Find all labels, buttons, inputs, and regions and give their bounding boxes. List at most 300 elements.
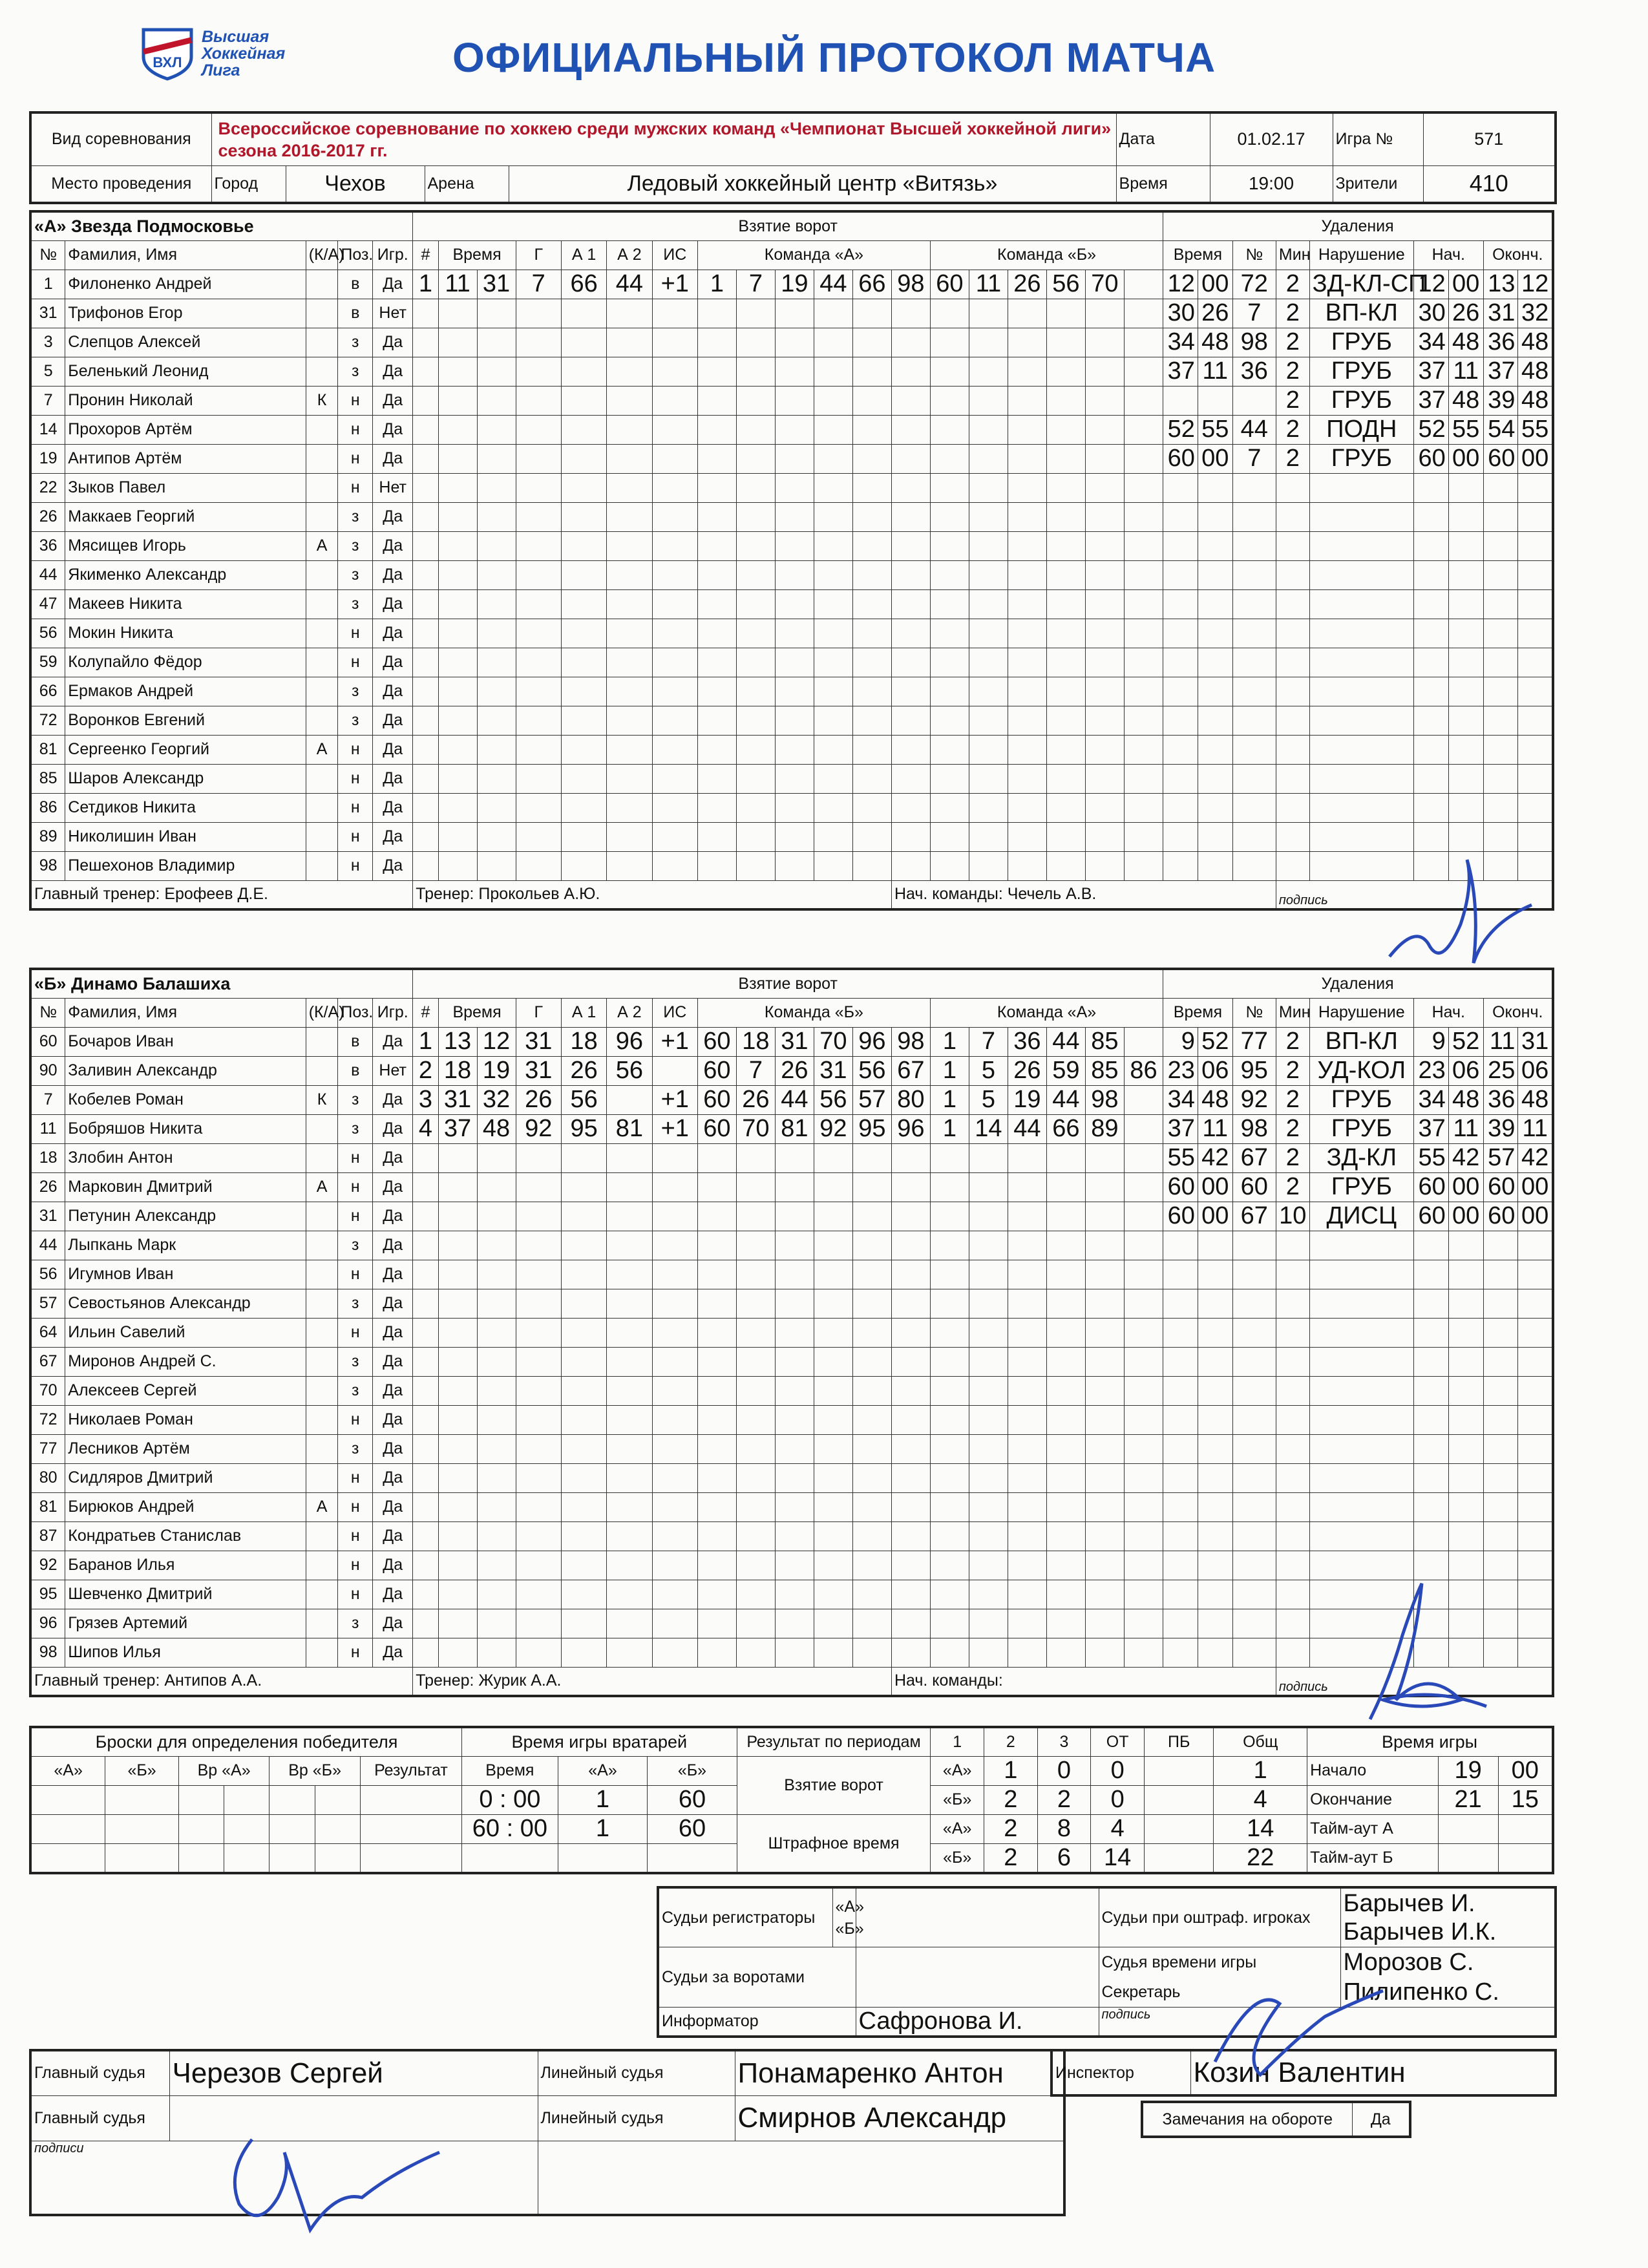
- goal-empty: [697, 415, 736, 444]
- pen-empty: [1309, 1260, 1413, 1289]
- pen-mm: 60: [1163, 1202, 1198, 1231]
- pen-empty: [1163, 473, 1198, 502]
- goal-empty: [852, 386, 891, 415]
- pen-empty: [1198, 648, 1232, 677]
- player-pos: н: [338, 386, 373, 415]
- player-played: Да: [373, 706, 413, 735]
- goal-empty: [607, 677, 652, 706]
- goal-empty: [891, 735, 930, 764]
- so-a-header: «А»: [30, 1756, 105, 1785]
- pen-minutes: 2: [1276, 328, 1309, 357]
- pen-empty: [1232, 473, 1276, 502]
- goal-empty: [969, 1289, 1008, 1318]
- player-number: 81: [30, 735, 65, 764]
- goal-empty: [652, 677, 697, 706]
- signature-mark-4: [213, 2114, 459, 2243]
- goal-empty: [969, 735, 1008, 764]
- goal-empty: [969, 851, 1008, 880]
- pen-empty: [1276, 735, 1309, 764]
- goal-empty: [561, 415, 606, 444]
- goal-empty: [1046, 502, 1085, 531]
- player-pos: н: [338, 822, 373, 851]
- goal-empty: [775, 473, 814, 502]
- goal-empty: [1085, 764, 1124, 793]
- pen-start-ss: 55: [1448, 415, 1483, 444]
- player-name: Мясищев Игорь: [65, 531, 306, 560]
- goal-empty: [775, 386, 814, 415]
- goal-empty: [652, 502, 697, 531]
- goal-onice-second: 60: [930, 270, 969, 299]
- goal-empty: [413, 1405, 438, 1434]
- pen-empty: [1518, 648, 1553, 677]
- pen-empty: [1448, 1347, 1483, 1376]
- goal-empty: [697, 1638, 736, 1667]
- pen-mm: 55: [1163, 1143, 1198, 1172]
- pen-empty: [1276, 589, 1309, 619]
- player-played: Да: [373, 1172, 413, 1202]
- goal-empty: [814, 357, 852, 386]
- goal-onice-second: 44: [1008, 1114, 1046, 1143]
- goal-empty: [1085, 1405, 1124, 1434]
- goal-empty: [477, 444, 516, 473]
- goal-empty: [775, 1318, 814, 1347]
- goal-empty: [969, 589, 1008, 619]
- player-pos: н: [338, 1492, 373, 1521]
- pen-empty: [1276, 793, 1309, 822]
- ot-header: ОТ: [1091, 1727, 1145, 1756]
- goal-empty: [891, 793, 930, 822]
- pen-start-mm: 37: [1414, 386, 1449, 415]
- goal-empty: [607, 531, 652, 560]
- goal-empty: [775, 1143, 814, 1172]
- goal-empty: [1008, 531, 1046, 560]
- player-ka: [306, 357, 338, 386]
- pen-mm: 34: [1163, 1085, 1198, 1114]
- goal-empty: [1008, 1260, 1046, 1289]
- pen-end-ss: 00: [1518, 1172, 1553, 1202]
- goal-empty: [1124, 706, 1163, 735]
- pen-empty: [1483, 619, 1518, 648]
- goal-empty: [736, 473, 775, 502]
- goal-empty: [1124, 1492, 1163, 1521]
- pen-player: 95: [1232, 1056, 1276, 1085]
- timekeeper-secretary: Морозов С. Пилипенко С.: [1340, 1947, 1556, 2007]
- header-name: Фамилия, Имя: [65, 998, 306, 1027]
- goal-empty: [652, 444, 697, 473]
- goal-empty: [438, 1434, 477, 1463]
- player-played: Да: [373, 386, 413, 415]
- pen-empty: [1198, 473, 1232, 502]
- header-a2: А 2: [607, 998, 652, 1027]
- player-name: Якименко Александр: [65, 560, 306, 589]
- pim-b-p3: 14: [1091, 1843, 1145, 1873]
- goal-empty: [477, 1172, 516, 1202]
- goal-empty: [775, 764, 814, 793]
- goal-empty: [775, 793, 814, 822]
- start-label: Начало: [1307, 1756, 1439, 1785]
- pen-empty: [1198, 1318, 1232, 1347]
- pen-empty: [1483, 531, 1518, 560]
- goal-empty: [607, 1492, 652, 1521]
- goal-empty: [1046, 648, 1085, 677]
- goal-empty: [969, 648, 1008, 677]
- header-pen-min: Мин: [1276, 998, 1309, 1027]
- pen-empty: [1163, 1231, 1198, 1260]
- goal-empty: [1124, 1434, 1163, 1463]
- header-g: Г: [516, 240, 561, 270]
- goal-empty: [438, 560, 477, 589]
- goal-empty: [969, 1172, 1008, 1202]
- pen-empty: [1483, 1521, 1518, 1551]
- pim-a-p2: 8: [1037, 1814, 1091, 1843]
- goal-empty: [969, 1143, 1008, 1172]
- goal-empty: [561, 706, 606, 735]
- pen-start-ss: 11: [1448, 1114, 1483, 1143]
- player-number: 14: [30, 415, 65, 444]
- goal-empty: [775, 822, 814, 851]
- goal-empty: [1046, 1318, 1085, 1347]
- player-name: Кобелев Роман: [65, 1085, 306, 1114]
- player-row: [30, 1376, 1553, 1405]
- pen-minutes: 2: [1276, 1172, 1309, 1202]
- ref1-label: Главный судья: [30, 2050, 169, 2095]
- pen-empty: [1309, 735, 1413, 764]
- goal-empty: [1085, 1609, 1124, 1638]
- player-played: Да: [373, 1085, 413, 1114]
- goal-empty: [814, 735, 852, 764]
- goal-empty: [1008, 677, 1046, 706]
- player-played: Да: [373, 357, 413, 386]
- goals-b-p2: 2: [1037, 1785, 1091, 1814]
- player-played: Да: [373, 1114, 413, 1143]
- player-name: Николишин Иван: [65, 822, 306, 851]
- player-played: Нет: [373, 473, 413, 502]
- player-played: Да: [373, 793, 413, 822]
- goal-empty: [852, 851, 891, 880]
- goal-g: 7: [516, 270, 561, 299]
- player-row: [30, 1172, 1553, 1202]
- player-number: 80: [30, 1463, 65, 1492]
- goal-empty: [652, 1434, 697, 1463]
- goal-empty: [930, 1580, 969, 1609]
- pen-player: 36: [1232, 357, 1276, 386]
- goal-empty: [775, 589, 814, 619]
- player-name: Бирюков Андрей: [65, 1492, 306, 1521]
- goal-empty: [736, 328, 775, 357]
- pen-empty: [1414, 531, 1449, 560]
- goal-empty: [438, 415, 477, 444]
- goal-empty: [561, 822, 606, 851]
- goal-empty: [1124, 677, 1163, 706]
- pen-empty: [1232, 706, 1276, 735]
- goal-empty: [438, 735, 477, 764]
- goal-empty: [607, 1463, 652, 1492]
- goal-empty: [607, 706, 652, 735]
- goal-empty: [1046, 444, 1085, 473]
- goal-empty: [1124, 1143, 1163, 1172]
- goal-empty: [697, 1609, 736, 1638]
- player-number: 81: [30, 1492, 65, 1521]
- pen-empty: [1518, 706, 1553, 735]
- goal-no: 2: [413, 1056, 438, 1085]
- player-ka: [306, 851, 338, 880]
- pen-start-ss: 26: [1448, 299, 1483, 328]
- player-number: 26: [30, 1172, 65, 1202]
- game-label: Игра №: [1333, 112, 1423, 165]
- goal-empty: [969, 1609, 1008, 1638]
- player-row: [30, 531, 1553, 560]
- pen-empty: [1483, 1405, 1518, 1434]
- player-played: Да: [373, 1027, 413, 1056]
- player-name: Бобряшов Никита: [65, 1114, 306, 1143]
- pen-empty: [1198, 851, 1232, 880]
- goal-empty: [736, 444, 775, 473]
- goal-a2: 44: [607, 270, 652, 299]
- goal-empty: [1085, 1231, 1124, 1260]
- goal-empty: [814, 619, 852, 648]
- goal-empty: [1046, 1492, 1085, 1521]
- player-number: 92: [30, 1551, 65, 1580]
- pen-empty: [1414, 677, 1449, 706]
- pen-empty: [1448, 531, 1483, 560]
- goal-empty: [1046, 1347, 1085, 1376]
- goal-empty: [1124, 619, 1163, 648]
- goal-empty: [775, 619, 814, 648]
- goal-empty: [438, 357, 477, 386]
- goal-empty: [477, 648, 516, 677]
- goal-empty: [413, 764, 438, 793]
- goal-empty: [697, 822, 736, 851]
- goal-empty: [1008, 1492, 1046, 1521]
- goal-empty: [969, 619, 1008, 648]
- goal-onice-second: [1124, 1114, 1163, 1143]
- pen-empty: [1232, 1405, 1276, 1434]
- pen-ss: [1198, 386, 1232, 415]
- goal-onice-first: 1: [697, 270, 736, 299]
- pen-violation: ГРУБ: [1309, 1114, 1413, 1143]
- pen-empty: [1483, 735, 1518, 764]
- pen-ss: 48: [1198, 1085, 1232, 1114]
- player-name: Алексеев Сергей: [65, 1376, 306, 1405]
- goal-empty: [1124, 1609, 1163, 1638]
- goal-empty: [607, 1143, 652, 1172]
- pen-minutes: 2: [1276, 357, 1309, 386]
- player-ka: [306, 415, 338, 444]
- goal-empty: [413, 589, 438, 619]
- city-value: Чехов: [286, 165, 425, 203]
- goal-empty: [852, 1202, 891, 1231]
- header-ka: (К/А): [306, 240, 338, 270]
- player-played: Да: [373, 1347, 413, 1376]
- pen-start-mm: 30: [1414, 299, 1449, 328]
- player-ka: А: [306, 1172, 338, 1202]
- remarks-table: [1141, 2101, 1411, 2138]
- header-a1: А 1: [561, 998, 606, 1027]
- goal-empty: [775, 677, 814, 706]
- goal-onice-first: 67: [891, 1056, 930, 1085]
- pen-empty: [1163, 1492, 1198, 1521]
- goal-empty: [1046, 764, 1085, 793]
- goal-empty: [814, 1231, 852, 1260]
- player-row: [30, 1405, 1553, 1434]
- goal-onice-first: 96: [891, 1114, 930, 1143]
- goal-empty: [736, 386, 775, 415]
- goal-onice-first: 70: [814, 1027, 852, 1056]
- goal-onice-first: 92: [814, 1114, 852, 1143]
- pen-violation: ПОДН: [1309, 415, 1413, 444]
- line1-name: Понамаренко Антон: [735, 2050, 1064, 2095]
- goal-empty: [652, 328, 697, 357]
- pen-empty: [1232, 1521, 1276, 1551]
- pen-empty: [1483, 793, 1518, 822]
- goal-empty: [477, 706, 516, 735]
- player-pos: н: [338, 1521, 373, 1551]
- goal-empty: [814, 1143, 852, 1172]
- goal-empty: [438, 531, 477, 560]
- goal-empty: [891, 1347, 930, 1376]
- goal-empty: [561, 1609, 606, 1638]
- goal-empty: [607, 444, 652, 473]
- goal-empty: [477, 357, 516, 386]
- goal-empty: [652, 764, 697, 793]
- player-pos: з: [338, 560, 373, 589]
- goal-onice-second: 19: [1008, 1085, 1046, 1114]
- goal-empty: [652, 851, 697, 880]
- goal-empty: [852, 619, 891, 648]
- goal-empty: [775, 648, 814, 677]
- pen-start-ss: 00: [1448, 1202, 1483, 1231]
- pen-empty: [1163, 1580, 1198, 1609]
- goal-onice-second: 70: [1085, 270, 1124, 299]
- goal-empty: [697, 1580, 736, 1609]
- goal-empty: [852, 357, 891, 386]
- goal-empty: [561, 1580, 606, 1609]
- pen-minutes: 2: [1276, 1027, 1309, 1056]
- goal-empty: [413, 560, 438, 589]
- player-row: [30, 1580, 1553, 1609]
- goal-empty: [561, 1289, 606, 1318]
- goal-empty: [852, 560, 891, 589]
- header-pen-no: №: [1232, 998, 1276, 1027]
- goal-onice-first: 26: [736, 1085, 775, 1114]
- pen-empty: [1448, 473, 1483, 502]
- goal-empty: [1085, 415, 1124, 444]
- pen-empty: [1414, 793, 1449, 822]
- goal-empty: [891, 1609, 930, 1638]
- goal-onice-first: 57: [852, 1085, 891, 1114]
- player-name: Воронков Евгений: [65, 706, 306, 735]
- goal-empty: [697, 1231, 736, 1260]
- timeout-a-label: Тайм-аут А: [1307, 1814, 1439, 1843]
- team-a-table: [29, 210, 1554, 911]
- pen-end-ss: 42: [1518, 1143, 1553, 1172]
- pen-empty: [1163, 1376, 1198, 1405]
- goal-empty: [516, 764, 561, 793]
- pen-empty: [1198, 1434, 1232, 1463]
- goal-empty: [1085, 648, 1124, 677]
- goal-empty: [814, 677, 852, 706]
- player-pos: з: [338, 677, 373, 706]
- officials-table: [657, 1886, 1557, 2038]
- pen-empty: [1232, 502, 1276, 531]
- goal-empty: [477, 1347, 516, 1376]
- goal-empty: [852, 735, 891, 764]
- player-number: 19: [30, 444, 65, 473]
- player-pos: н: [338, 1551, 373, 1580]
- goal-onice-second: [1124, 270, 1163, 299]
- goal-no: 4: [413, 1114, 438, 1143]
- pen-empty: [1276, 473, 1309, 502]
- goal-empty: [1085, 386, 1124, 415]
- header-num: №: [30, 998, 65, 1027]
- pen-start-ss: 00: [1448, 270, 1483, 299]
- goal-empty: [561, 1376, 606, 1405]
- pen-end-mm: 54: [1483, 415, 1518, 444]
- goal-empty: [969, 299, 1008, 328]
- goal-empty: [852, 1609, 891, 1638]
- goal-empty: [736, 706, 775, 735]
- pen-empty: [1518, 677, 1553, 706]
- pen-empty: [1198, 619, 1232, 648]
- goal-empty: [516, 1231, 561, 1260]
- goal-empty: [1046, 1172, 1085, 1202]
- goal-empty: [891, 764, 930, 793]
- goal-empty: [697, 357, 736, 386]
- goal-g: 31: [516, 1027, 561, 1056]
- goal-empty: [697, 1551, 736, 1580]
- goal-empty: [413, 1551, 438, 1580]
- pen-empty: [1414, 764, 1449, 793]
- goal-empty: [1124, 1231, 1163, 1260]
- goal-empty: [652, 1551, 697, 1580]
- player-ka: [306, 1347, 338, 1376]
- goal-empty: [930, 299, 969, 328]
- goal-empty: [1008, 328, 1046, 357]
- pen-empty: [1483, 1231, 1518, 1260]
- pen-ss: 11: [1198, 357, 1232, 386]
- goal-empty: [930, 851, 969, 880]
- goal-empty: [930, 560, 969, 589]
- line2-label: Линейный судья: [538, 2095, 735, 2141]
- player-row: [30, 1114, 1553, 1143]
- so-result-header: Результат: [360, 1756, 461, 1785]
- logo: [138, 26, 196, 80]
- goal-empty: [930, 619, 969, 648]
- player-row: [30, 1260, 1553, 1289]
- goal-empty: [969, 706, 1008, 735]
- player-ka: А: [306, 1492, 338, 1521]
- goal-empty: [607, 560, 652, 589]
- pen-empty: [1483, 589, 1518, 619]
- header-team-first: Команда «Б»: [697, 998, 930, 1027]
- goal-empty: [814, 1492, 852, 1521]
- goal-empty: [516, 1609, 561, 1638]
- pen-start-ss: 00: [1448, 1172, 1483, 1202]
- player-row: [30, 1463, 1553, 1492]
- pen-start-mm: 37: [1414, 357, 1449, 386]
- goal-empty: [516, 1580, 561, 1609]
- goal-empty: [930, 793, 969, 822]
- player-name: Сергеенко Георгий: [65, 735, 306, 764]
- goal-empty: [1124, 386, 1163, 415]
- player-row: [30, 299, 1553, 328]
- goal-empty: [697, 1405, 736, 1434]
- goal-empty: [697, 706, 736, 735]
- goal-empty: [438, 1289, 477, 1318]
- player-row: [30, 735, 1553, 764]
- goal-onice-first: 60: [697, 1085, 736, 1114]
- player-number: 70: [30, 1376, 65, 1405]
